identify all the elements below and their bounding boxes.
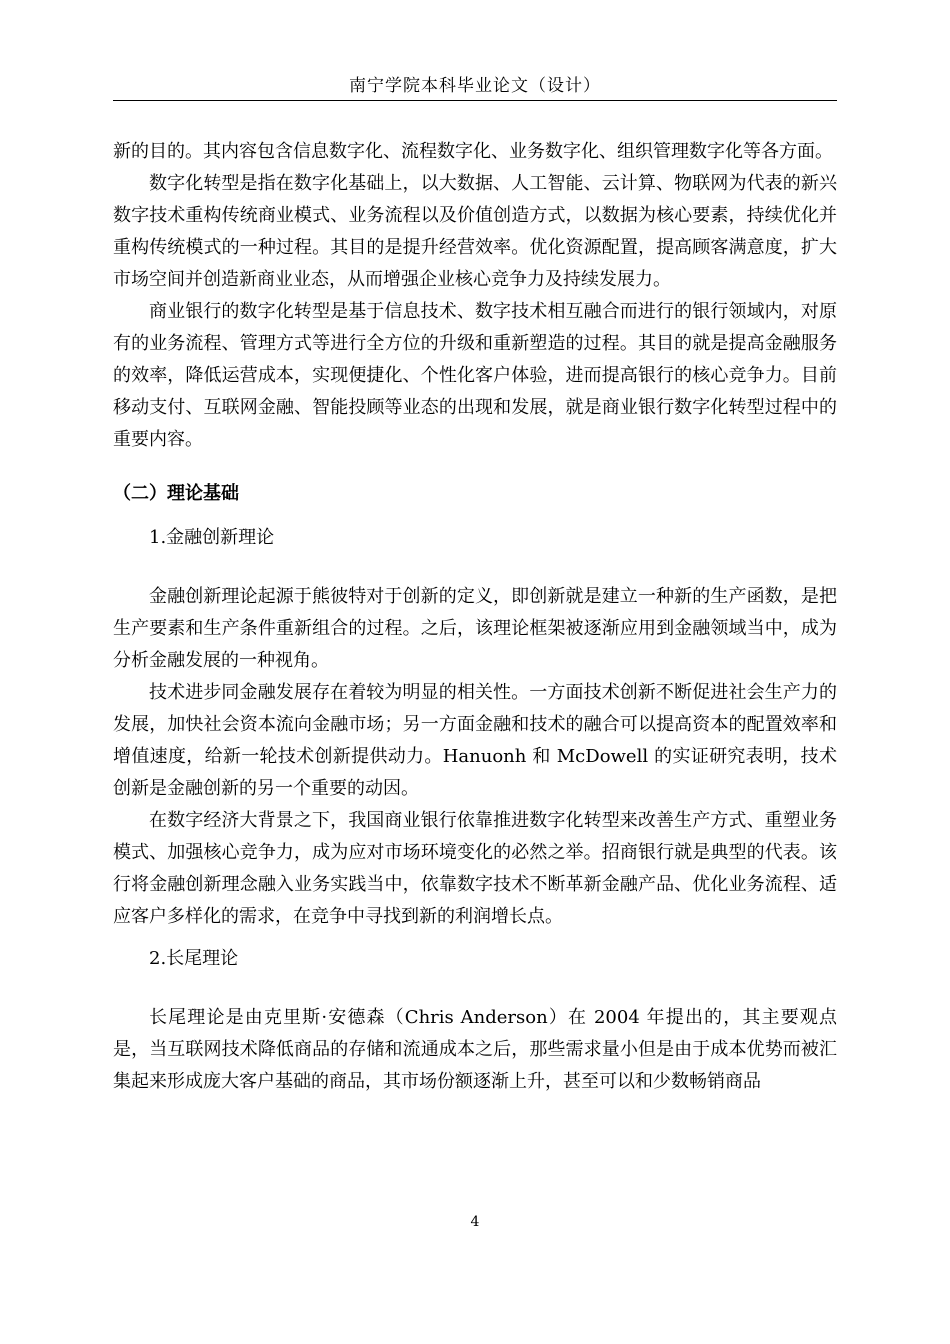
paragraph-continuation: 新的目的。其内容包含信息数字化、流程数字化、业务数字化、组织管理数字化等各方面。 xyxy=(113,141,833,162)
paragraph-digital-transformation-definition: 数字化转型是指在数字化基础上，以大数据、人工智能、云计算、物联网为代表的新兴数字技术重构传统商业模式、业务流程以及价值创造方式，以数据为核心要素，持续优化并重构传统模式的一种过程。其目的是提升经营效率。优化资源配置，提高顾客满意度，扩大市场空间并创造新商业业态，从而增强企业核心竞争力及持续发展力。 xyxy=(113,173,837,290)
paragraph-digital-economy-banks: 在数字经济大背景之下，我国商业银行依靠推进数字化转型来改善生产方式、重塑业务模式、加强核心竞争力，成为应对市场环境变化的必然之举。招商银行就是典型的代表。该行将金融创新理念融入业务实践当中，依靠数字技术不断革新金融产品、优化业务流程、适应客户多样化的需求，在竞争中寻找到新的利润增长点。 xyxy=(113,810,837,927)
paragraph-technology-finance-correlation: 技术进步同金融发展存在着较为明显的相关性。一方面技术创新不断促进社会生产力的发展，加快社会资本流向金融市场；另一方面金融和技术的融合可以提高资本的配置效率和增值速度，给新一轮技术创新提供动力。Hanuonh 和 McDowell 的实证研究表明，技术创新是金融创新的另一个重要的动因。 xyxy=(113,682,837,799)
header-divider xyxy=(113,100,837,101)
paragraph-financial-innovation-origin: 金融创新理论起源于熊彼特对于创新的定义，即创新就是建立一种新的生产函数，是把生产要素和生产条件重新组合的过程。之后，该理论框架被逐渐应用到金融领域当中，成为分析金融发展的一种视角。 xyxy=(113,586,837,671)
page-body xyxy=(113,136,837,1098)
subsection-heading-long-tail: 2.长尾理论 xyxy=(149,948,239,969)
subsection-heading-financial-innovation: 1.金融创新理论 xyxy=(149,527,275,548)
section-heading-theory-basis: （二）理论基础 xyxy=(113,483,239,504)
paragraph-long-tail-theory: 长尾理论是由克里斯·安德森（Chris Anderson）在 2004 年提出的，其主要观点是，当互联网技术降低商品的存储和流通成本之后，那些需求量小但是由于成本优势而被汇集起来形成庞大客户基础的商品，其市场份额逐渐上升，甚至可以和少数畅销商品 xyxy=(113,1007,837,1092)
page-number: 4 xyxy=(470,1214,480,1230)
paragraph-bank-digital-transformation: 商业银行的数字化转型是基于信息技术、数字技术相互融合而进行的银行领域内，对原有的业务流程、管理方式等进行全方位的升级和重新塑造的过程。其目的就是提高金融服务的效率，降低运营成本，实现便捷化、个性化客户体验，进而提高银行的核心竞争力。目前移动支付、互联网金融、智能投顾等业态的出现和发展，就是商业银行数字化转型过程中的重要内容。 xyxy=(113,301,837,450)
page-header-title: 南宁学院本科毕业论文（设计） xyxy=(349,76,601,96)
